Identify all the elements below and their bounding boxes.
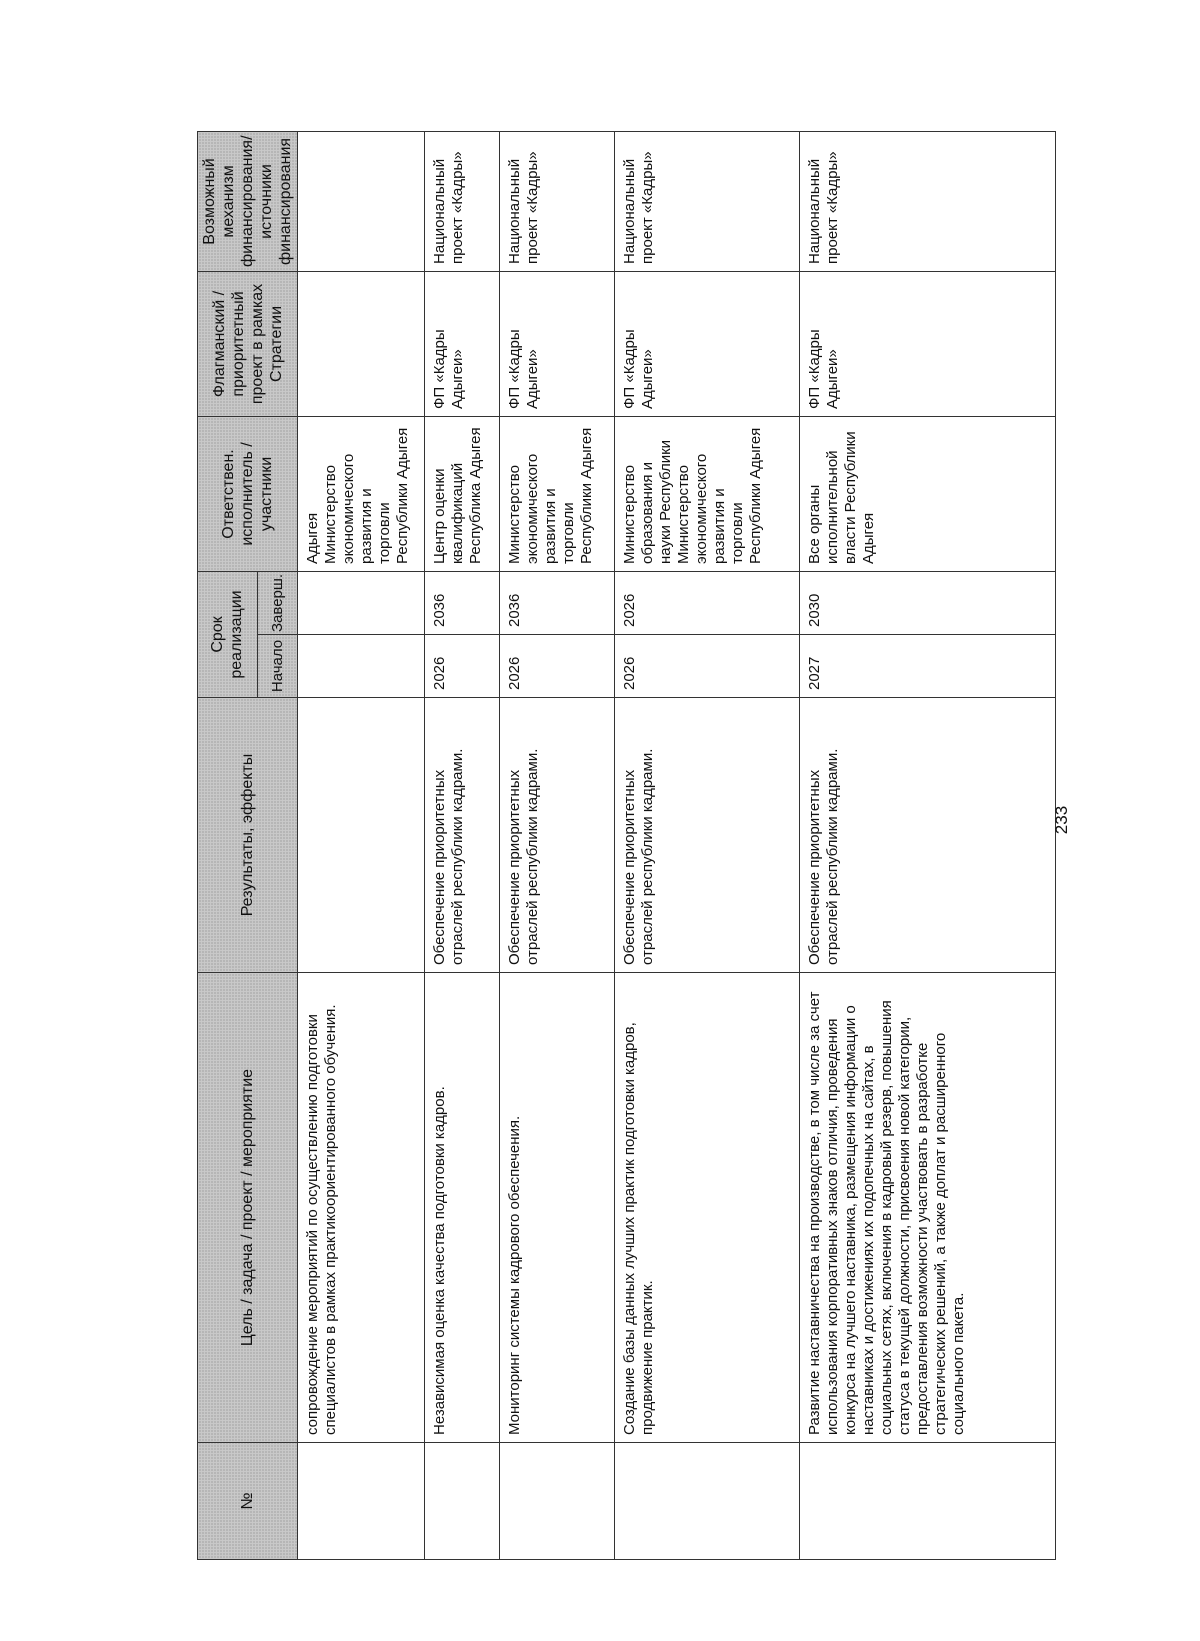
cell-num bbox=[298, 1443, 425, 1560]
cell-financing: Национальный проект «Кадры» bbox=[500, 131, 615, 271]
executor-line: Министерство образования и науки Республики Министерство экономического развития и торговли Республики Адыгея bbox=[621, 427, 764, 564]
cell-goal: Развитие наставничества на производстве, в том числе за счет использования корпоративных знаков отличия, проведения конкурса на лучшего наставника, размещения информации о наставниках и достижениях их подопечных на сайтах, в социальных сетях, включения в кадровый резерв, повышения статуса в текущей должности, присвоения новой категории, предоставления возможности участвовать в разработке стратегических решений, а также доплат и расширенного социального пакета. bbox=[800, 973, 1056, 1443]
strategy-table bbox=[197, 131, 1056, 1560]
cell-results: Обеспечение приоритетных отраслей республики кадрами. bbox=[615, 698, 800, 973]
cell-num bbox=[800, 1443, 1056, 1560]
header-term: Срок реализации bbox=[198, 571, 258, 697]
header-goal: Цель / задача / проект / мероприятие bbox=[198, 973, 298, 1443]
cell-start: 2026 bbox=[500, 635, 615, 698]
header-end: Заверш. bbox=[257, 571, 297, 634]
header-num: № bbox=[198, 1443, 298, 1560]
cell-end: 2030 bbox=[800, 571, 1056, 634]
cell-goal: Мониторинг системы кадрового обеспечения. bbox=[500, 973, 615, 1443]
cell-flagship: ФП «Кадры Адыгеи» bbox=[425, 271, 500, 416]
cell-financing bbox=[298, 131, 425, 271]
cell-start: 2026 bbox=[615, 635, 800, 698]
cell-financing: Национальный проект «Кадры» bbox=[800, 131, 1056, 271]
rotated-table-container bbox=[197, 132, 1049, 1560]
cell-executor: Центр оценки квалификаций Республика Адыгея bbox=[425, 416, 500, 571]
cell-executor bbox=[615, 416, 800, 571]
cell-flagship bbox=[298, 271, 425, 416]
cell-results: Обеспечение приоритетных отраслей республики кадрами. bbox=[800, 698, 1056, 973]
cell-financing: Национальный проект «Кадры» bbox=[615, 131, 800, 271]
cell-results: Обеспечение приоритетных отраслей республики кадрами. bbox=[425, 698, 500, 973]
cell-results bbox=[298, 698, 425, 973]
cell-end: 2026 bbox=[615, 571, 800, 634]
table-row bbox=[500, 131, 615, 1559]
cell-flagship: ФП «Кадры Адыгеи» bbox=[800, 271, 1056, 416]
cell-start bbox=[298, 635, 425, 698]
cell-flagship: ФП «Кадры Адыгеи» bbox=[500, 271, 615, 416]
cell-results: Обеспечение приоритетных отраслей республики кадрами. bbox=[500, 698, 615, 973]
cell-executor bbox=[298, 416, 425, 571]
cell-num bbox=[500, 1443, 615, 1560]
cell-end bbox=[298, 571, 425, 634]
header-results: Результаты, эффекты bbox=[198, 698, 298, 973]
cell-goal: Создание базы данных лучших практик подготовки кадров, продвижение практик. bbox=[615, 973, 800, 1443]
cell-start: 2026 bbox=[425, 635, 500, 698]
table-row bbox=[425, 131, 500, 1559]
cell-num bbox=[615, 1443, 800, 1560]
executor-line: Адыгея Министерство экономического развития и торговли Республики Адыгея bbox=[304, 427, 411, 564]
table-row bbox=[298, 131, 425, 1559]
table-row bbox=[615, 131, 800, 1559]
cell-executor: Все органы исполнительной власти Республики Адыгея bbox=[800, 416, 1056, 571]
cell-financing: Национальный проект «Кадры» bbox=[425, 131, 500, 271]
cell-num bbox=[425, 1443, 500, 1560]
header-start: Начало bbox=[257, 635, 297, 698]
cell-end: 2036 bbox=[500, 571, 615, 634]
cell-goal: сопровождение мероприятий по осуществлению подготовки специалистов в рамках практикоориентированного обучения. bbox=[298, 973, 425, 1443]
cell-goal: Независимая оценка качества подготовки кадров. bbox=[425, 973, 500, 1443]
page-number: 233 bbox=[1052, 805, 1072, 835]
header-financing: Возможный механизм финансирования/ источники финансирования bbox=[198, 131, 298, 271]
table-row bbox=[800, 131, 1056, 1559]
header-executor: Ответствен. исполнитель / участники bbox=[198, 416, 298, 571]
cell-start: 2027 bbox=[800, 635, 1056, 698]
cell-end: 2036 bbox=[425, 571, 500, 634]
cell-flagship: ФП «Кадры Адыгеи» bbox=[615, 271, 800, 416]
header-flagship: Флагманский / приоритетный проект в рамках Стратегии bbox=[198, 271, 298, 416]
cell-executor: Министерство экономического развития и торговли Республики Адыгея bbox=[500, 416, 615, 571]
